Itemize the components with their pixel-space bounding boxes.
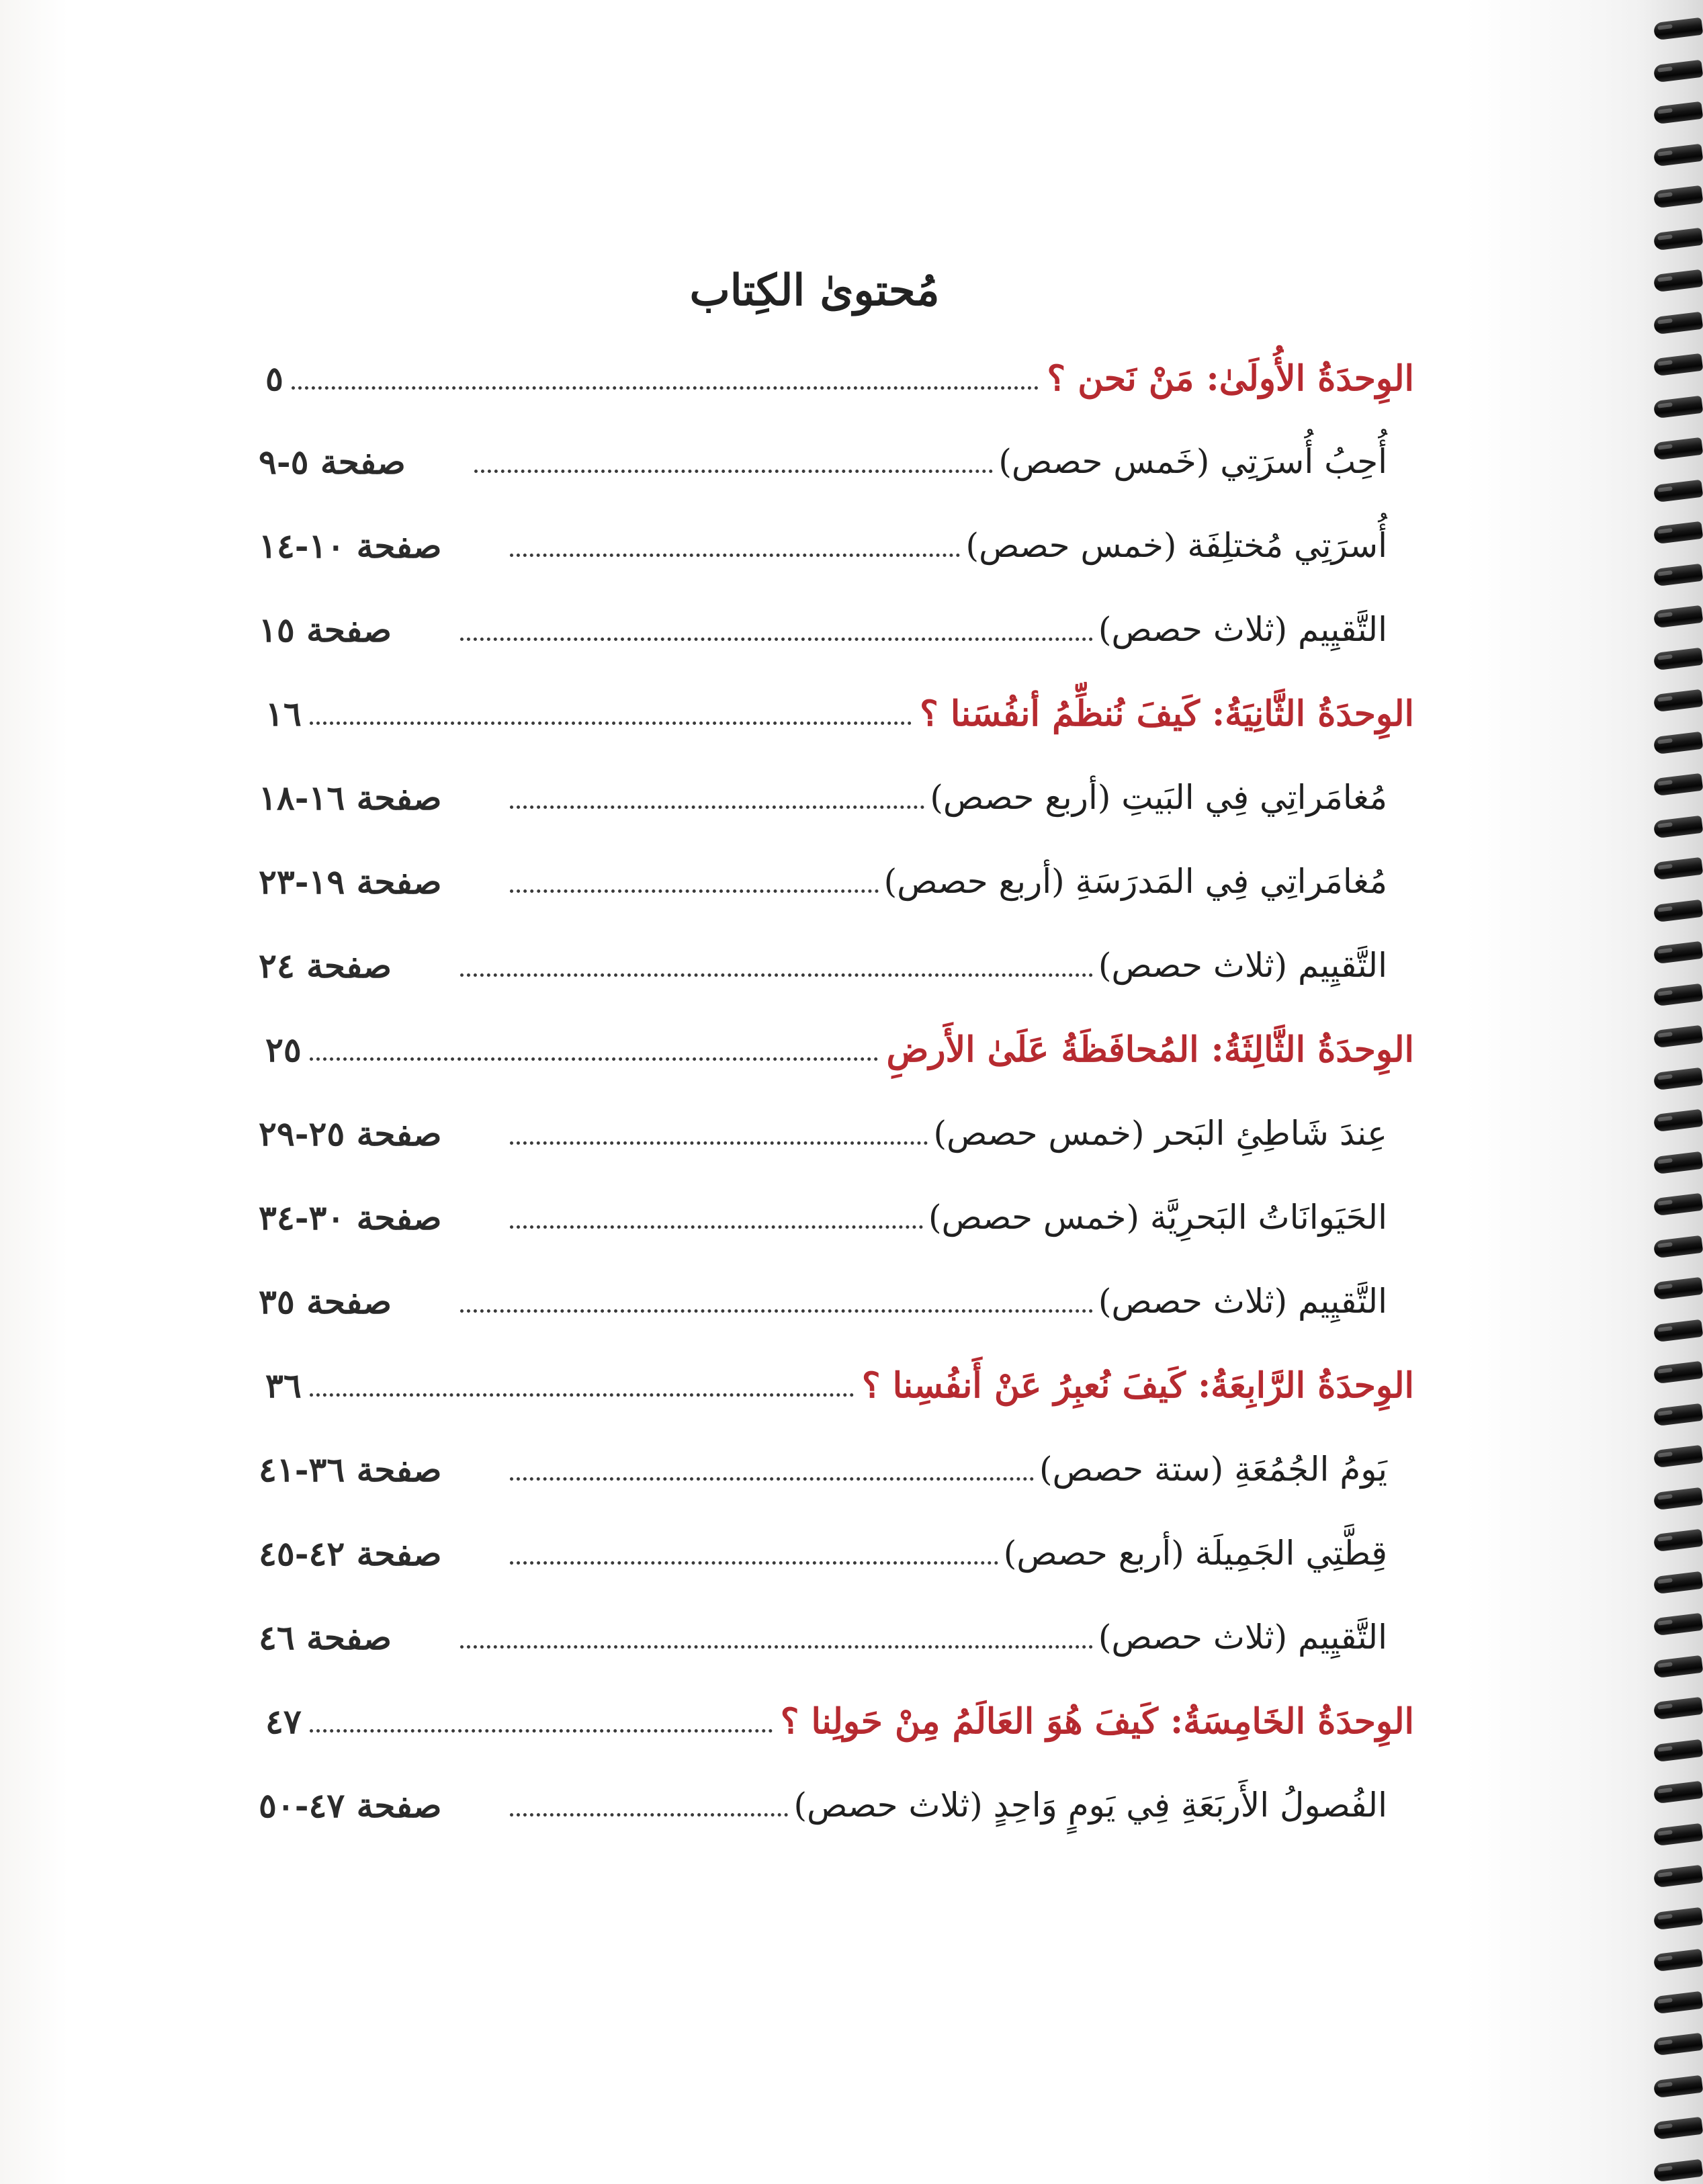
toc-page-ref: صفحة ١٩-٢٣ — [259, 861, 442, 902]
toc-page-ref: صفحة ٥-٩ — [259, 441, 406, 482]
toc-entry-text: التَّقيِيم (ثلاث حصص) — [1098, 610, 1387, 649]
toc-lesson-row[interactable] — [259, 767, 1387, 828]
toc-unit-row[interactable] — [265, 1691, 1414, 1751]
toc-unit-row[interactable] — [265, 348, 1414, 408]
toc-entry-text: قِطَّتِي الجَمِيلَة (أربع حصص) — [1003, 1534, 1387, 1573]
toc-lesson-row[interactable] — [259, 1607, 1387, 1667]
toc-entry-text: الوِحدَةُ الأُولَىٰ: مَنْ نَحن ؟ — [1047, 357, 1414, 399]
toc-page-ref: صفحة ١٠-١٤ — [259, 525, 442, 566]
toc-page-ref: صفحة ١٦-١٨ — [259, 777, 442, 818]
toc-page-ref: ٤٧ — [265, 1701, 302, 1741]
dot-leader — [510, 554, 960, 557]
toc-page-ref: صفحة ٤٦ — [259, 1617, 392, 1657]
dot-leader — [510, 1561, 998, 1565]
toc-lesson-row[interactable] — [259, 935, 1387, 996]
toc-entry-text: التَّقيِيم (ثلاث حصص) — [1098, 946, 1387, 985]
dot-leader — [460, 1309, 1093, 1313]
dot-leader — [510, 889, 878, 893]
dot-leader — [310, 722, 912, 725]
toc-lesson-row[interactable] — [259, 515, 1387, 576]
toc-lesson-row[interactable] — [259, 1187, 1387, 1248]
dot-leader — [460, 638, 1093, 641]
toc-lesson-row[interactable] — [259, 1271, 1387, 1331]
toc-page-ref: ٢٥ — [265, 1029, 302, 1069]
toc-page-ref: ١٦ — [265, 693, 302, 734]
toc-entry-text: الوِحدَةُ الخَامِسَةُ: كَيفَ هُوَ العَالَمُ مِنْ حَولِنا ؟ — [780, 1700, 1414, 1742]
dot-leader — [510, 1225, 923, 1229]
toc-lesson-row[interactable] — [259, 851, 1387, 912]
toc-entry-text: أُسرَتِي مُختلِفَة (خمس حصص) — [965, 526, 1387, 565]
dot-leader — [510, 1813, 788, 1817]
toc-entry-text: الوِحدَةُ الثَّانِيَةُ: كَيفَ نُنظِّمُ أنفُسَنا ؟ — [920, 693, 1414, 734]
dot-leader — [310, 1393, 854, 1397]
toc-page-ref: ٣٦ — [265, 1365, 302, 1405]
page-title: مُحتوىٰ الكِتاب — [689, 265, 940, 316]
toc-entry-text: الحَيَوانَاتُ البَحرِيَّة (خمس حصص) — [928, 1198, 1387, 1237]
toc-entry-text: عِندَ شَاطِئِ البَحر (خمس حصص) — [933, 1114, 1387, 1153]
toc-entry-text: مُغامَراتِي فِي البَيتِ (أربع حصص) — [930, 778, 1387, 817]
toc-unit-row[interactable] — [265, 1355, 1414, 1415]
toc-lesson-row[interactable] — [259, 431, 1387, 492]
toc-page-ref: صفحة ٢٥-٢٩ — [259, 1113, 442, 1153]
dot-leader — [510, 805, 924, 809]
toc-unit-row[interactable] — [265, 1019, 1414, 1080]
toc-page-ref: ٥ — [265, 358, 283, 398]
dot-leader — [292, 386, 1039, 390]
dot-leader — [460, 973, 1093, 977]
toc-entry-text: التَّقيِيم (ثلاث حصص) — [1098, 1618, 1387, 1657]
toc-entry-text: التَّقيِيم (ثلاث حصص) — [1098, 1282, 1387, 1321]
toc-page-ref: صفحة ٣٦-٤١ — [259, 1449, 442, 1489]
toc-page-ref: صفحة ٣٠-٣٤ — [259, 1197, 442, 1237]
toc-lesson-row[interactable] — [259, 1439, 1387, 1499]
toc-page-ref: صفحة ٣٥ — [259, 1281, 392, 1321]
toc-entry-text: الوِحدَةُ الرَّابِعَةُ: كَيفَ نُعبِرُ عَنْ أَنفُسِنا ؟ — [861, 1364, 1414, 1406]
dot-leader — [460, 1645, 1093, 1649]
toc-unit-row[interactable] — [265, 683, 1414, 744]
toc-entry-text: الفُصولُ الأَربَعَةِ فِي يَومٍ وَاحِدٍ (ثلاث حصص) — [793, 1786, 1387, 1825]
toc-lesson-row[interactable] — [259, 599, 1387, 660]
toc-entry-text: أُحِبُ أُسرَتِي (خَمس حصص) — [998, 442, 1387, 481]
toc-entry-text: يَومُ الجُمُعَةِ (ستة حصص) — [1039, 1450, 1387, 1489]
toc-page-ref: صفحة ٤٧-٥٠ — [259, 1785, 442, 1825]
toc-lesson-row[interactable] — [259, 1523, 1387, 1583]
toc-page-ref: صفحة ٤٢-٤٥ — [259, 1533, 442, 1573]
dot-leader — [310, 1729, 773, 1733]
dot-leader — [310, 1057, 879, 1061]
toc-lesson-row[interactable] — [259, 1775, 1387, 1835]
toc-page-ref: صفحة ١٥ — [259, 609, 392, 650]
toc-entry-text: الوِحدَةُ الثَّالِثَةُ: المُحافَظَةُ عَلَىٰ الأَرضِ — [886, 1029, 1414, 1070]
dot-leader — [510, 1141, 928, 1145]
dot-leader — [510, 1477, 1034, 1481]
toc-lesson-row[interactable] — [259, 1103, 1387, 1164]
toc-page-ref: صفحة ٢٤ — [259, 945, 392, 986]
dot-leader — [474, 470, 994, 473]
toc-entry-text: مُغامَراتِي فِي المَدرَسَةِ (أربع حصص) — [883, 862, 1387, 901]
